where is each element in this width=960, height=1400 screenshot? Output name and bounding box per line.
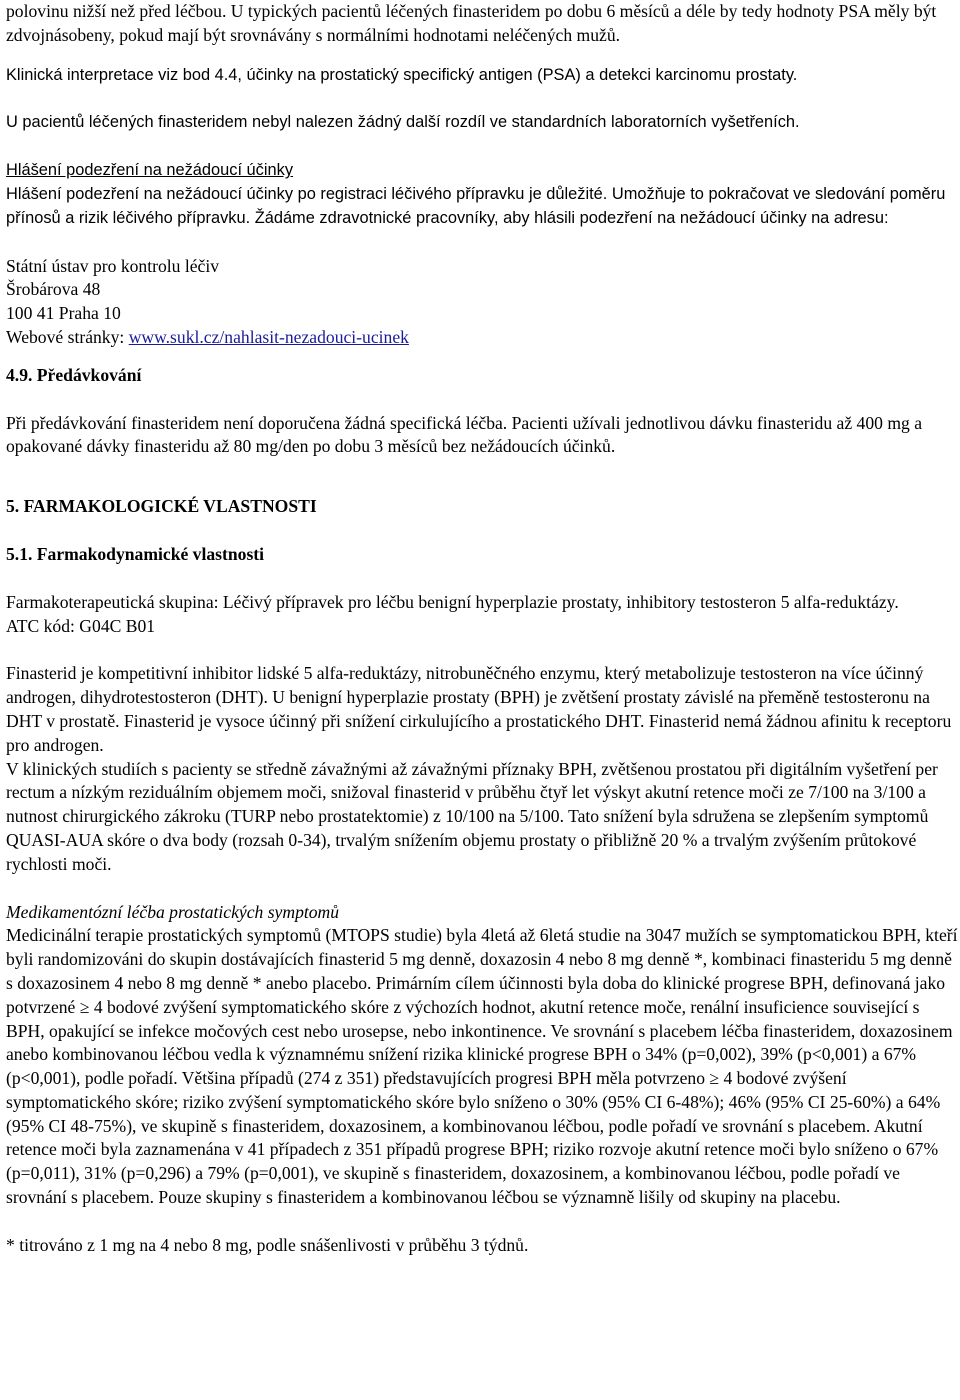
laboratory-paragraph: U pacientů léčených finasteridem nebyl nalezen žádný další rozdíl ve standardních laboratorních vyšetřeních. — [6, 113, 800, 132]
clinical-interpretation-paragraph: Klinická interpretace viz bod 4.4, účinky na prostatický specifický antigen (PSA) a detekci karcinomu prostaty. — [6, 65, 798, 84]
section-5-1-heading: 5.1. Farmakodynamické vlastnosti — [6, 543, 265, 564]
section-5-heading: 5. FARMAKOLOGICKÉ VLASTNOSTI — [6, 496, 317, 517]
mechanism-paragraph: Finasterid je kompetitivní inhibitor lidské 5 alfa-reduktázy, nitrobuněčného enzymu, který metabolizuje testosteron na více účinný androgen, dihydrotestosteron (DHT). U benigní hyperplazie prostaty (BPH) je zvětšení prostaty závislé na přeměně testosteronu na DHT v prostatě. Finasterid je vysoce účinný při snížení cirkulujícího a prostatického DHT. Finasterid nemá žádnou afinitu k receptoru pro androgen. — [6, 663, 952, 755]
overdose-heading: 4.9. Předávkování — [6, 364, 142, 385]
reporting-heading: Hlášení podezření na nežádoucí účinky — [6, 161, 294, 180]
address-web — [6, 326, 958, 350]
footnote: * titrováno z 1 mg na 4 nebo 8 mg, podle snášenlivosti v průběhu 3 týdnů. — [6, 1234, 529, 1255]
address-line-1: Státní ústav pro kontrolu léčiv — [6, 255, 220, 276]
sukl-report-link[interactable]: www.sukl.cz/nahlasit-nezadouci-ucinek — [128, 326, 409, 347]
reporting-address — [6, 255, 958, 350]
overdose-text: Při předávkování finasteridem není doporučena žádná specifická léčba. Pacienti užívali jednotlivou dávku finasteridu až 400 mg a opakované dávky finasteridu až 80 mg/den po dobu 3 měsíců bez nežádoucích účinků. — [6, 412, 923, 457]
atc-code: ATC kód: G04C B01 — [6, 615, 156, 636]
address-line-2: Šrobárova 48 — [6, 279, 101, 300]
clinical-studies-paragraph: V klinických studiích s pacienty se středně závažnými až závažnými příznaky BPH, zvětšenou prostatou při digitálním vyšetření per rectum a nízkým reziduálním objemem moči, snižoval finasterid v průběhu čtyř let výskyt akutní retence moči ze 7/100 na 3/100 a nutnost chirurgického zákroku (TURP nebo prostatektomie) z 10/100 na 5/100. Tato snížení byla sdružena se zlepšením symptomů QUASI-AUA skóre o dva body (rozsah 0-34), trvalým snížením objemu prostaty o přibližně 20 % a trvalým zvýšením průtokové rychlosti moči. — [6, 758, 938, 874]
pharmacotherapeutic-group: Farmakoterapeutická skupina: Léčivý přípravek pro léčbu benigní hyperplazie prostaty, inhibitory testosteron 5 alfa-reduktázy. — [6, 591, 899, 612]
web-label: Webové stránky: — [6, 326, 129, 347]
mtops-heading: Medikamentózní léčba prostatických symptomů — [6, 901, 340, 922]
document-page — [6, 0, 958, 1258]
psa-paragraph: polovinu nižší než před léčbou. U typických pacientů léčených finasteridem po dobu 6 měsíců a déle by tedy hodnoty PSA měly být zdvojnásobeny, pokud mají být srovnávány s normálními hodnotami neléčených mužů. — [6, 1, 937, 45]
mtops-paragraph: Medicinální terapie prostatických symptomů (MTOPS studie) byla 4letá až 6letá studie na 3047 mužích se symptomatickou BPH, kteří byli randomizováni do skupin dostávajících finasterid 5 mg denně, doxazosin 4 nebo 8 mg denně *, kombinaci finasteridu 5 mg denně s doxazosinem 4 nebo 8 mg denně * anebo placebo. Primárním cílem účinnosti byla doba do klinické progrese BPH, definovaná jako potvrzené ≥ 4 bodové zvýšení symptomatického skóre z výchozích hodnot, akutní retence moče, renální insuficience související s BPH, opakující se infekce močových cest nebo urosepse, nebo inkontinence. Ve srovnání s placebem léčba finasteridem, doxazosinem anebo kombinovanou léčbou vedla k významnému snížení rizika klinické progrese BPH o 34% (p=0,002), 39% (p<0,001) a 67% (p<0,001), podle pořadí. Většina případů (274 z 351) představujících progresi BPH měla potvrzeno ≥ 4 bodové zvýšení symptomatického skóre; riziko zvýšení symptomatického skóre bylo sníženo o 30% (95% CI 6-48%); 46% (95% CI 25-60%) a 64% (95% CI 48-75%), ve skupině s finasteridem, doxazosinem, a kombinovanou léčbou, podle pořadí ve srovnání s placebem. Akutní retence moči byla zaznamenána v 41 případech z 351 případů progrese BPH; riziko rozvoje akutní retence moči bylo sníženo o 67% (p=0,011), 31% (p=0,296) a 79% (p=0,001), ve skupině s finasteridem, doxazosinem, a kombinovanou léčbou, podle pořadí ve srovnání s placebem. Pouze skupiny s finasteridem a kombinovanou léčbou se významně lišily od skupiny na placebu. — [6, 925, 958, 1208]
address-line-3: 100 41 Praha 10 — [6, 303, 121, 324]
reporting-text: Hlášení podezření na nežádoucí účinky po registraci léčivého přípravku je důležité. Umožňuje to pokračovat ve sledování poměru přínosů a rizik léčivého přípravku. Žádáme zdravotnické pracovníky, aby hlásili podezření na nežádoucí účinky na adresu: — [6, 184, 946, 227]
